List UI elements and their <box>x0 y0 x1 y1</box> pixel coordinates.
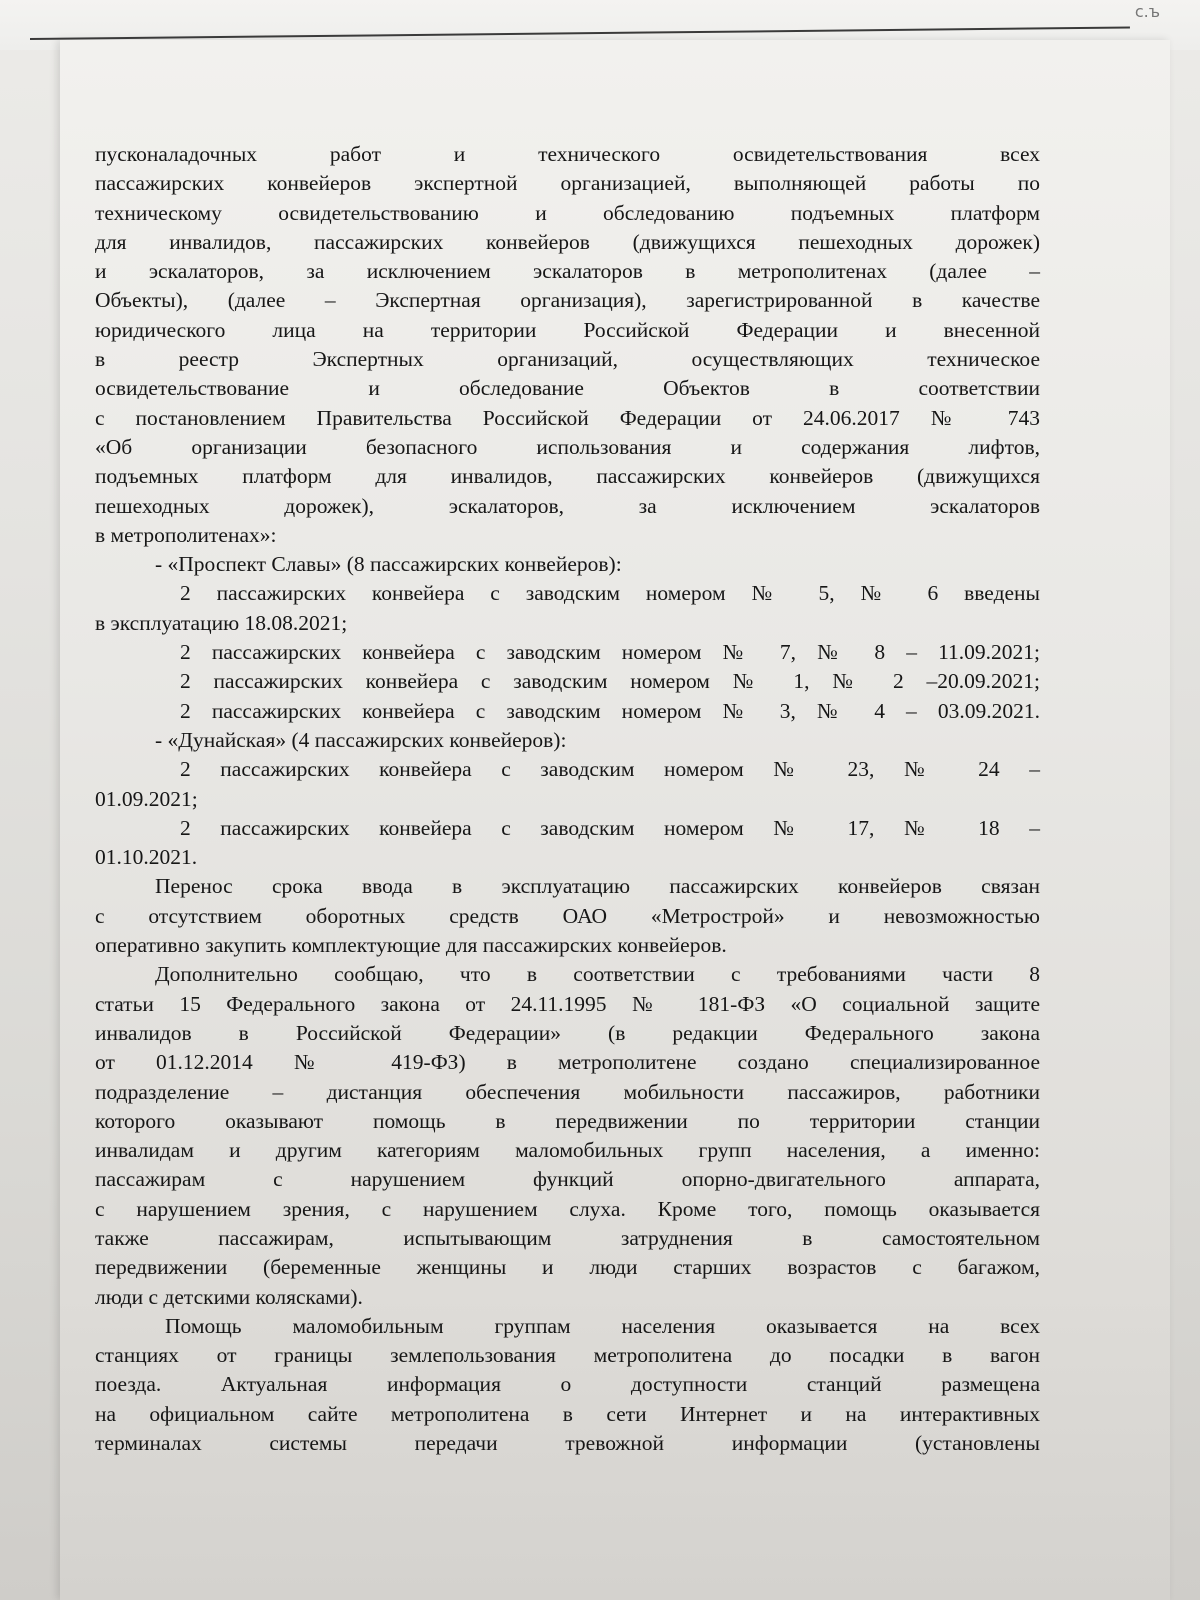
text-line: подразделение – дистанция обеспечения мобильности пассажиров, работники <box>95 1079 1040 1104</box>
text-line: 2 пассажирских конвейера с заводским номером № 17, № 18 – <box>180 815 1040 840</box>
text-line: в метрополитенах»: <box>95 522 277 547</box>
text-line: Объекты), (далее – Экспертная организация), зарегистрированной в качестве <box>95 288 1040 313</box>
corner-handwritten-mark: с.ъ <box>1134 2 1160 21</box>
text-line: подъемных платформ для инвалидов, пассажирских конвейеров (движущихся <box>95 464 1040 489</box>
text-line: юридического лица на территории Российской Федерации и внесенной <box>95 317 1040 342</box>
text-line: инвалидов в Российской Федерации» (в редакции Федерального закона <box>95 1020 1040 1045</box>
document-body <box>95 140 1040 1458</box>
text-line: 2 пассажирских конвейера с заводским номером № 23, № 24 – <box>180 757 1040 782</box>
text-line: оперативно закупить комплектующие для пассажирских конвейеров. <box>95 933 727 958</box>
text-line: - «Дунайская» (4 пассажирских конвейеров): <box>155 727 567 752</box>
text-line: пассажирам с нарушением функций опорно-двигательного аппарата, <box>95 1167 1040 1192</box>
text-line: в эксплуатацию 18.08.2021; <box>95 610 348 635</box>
text-line: с нарушением зрения, с нарушением слуха. Кроме того, помощь оказывается <box>95 1196 1040 1221</box>
text-line: Перенос срока ввода в эксплуатацию пассажирских конвейеров связан <box>155 874 1040 899</box>
text-line: 2 пассажирских конвейера с заводским номером № 1, № 2 –20.09.2021; <box>180 669 1040 694</box>
text-line: в реестр Экспертных организаций, осуществляющих техническое <box>95 347 1040 372</box>
text-line: люди с детскими колясками). <box>95 1284 363 1309</box>
text-line: на официальном сайте метрополитена в сети Интернет и на интерактивных <box>95 1401 1040 1426</box>
text-line: от 01.12.2014 № 419-ФЗ) в метрополитене создано специализированное <box>95 1050 1040 1075</box>
text-line: поезда. Актуальная информация о доступности станций размещена <box>95 1372 1040 1397</box>
text-line: инвалидам и другим категориям маломобильных групп населения, а именно: <box>95 1138 1040 1163</box>
text-line: статьи 15 Федерального закона от 24.11.1995 № 181-ФЗ «О социальной защите <box>95 991 1040 1016</box>
text-line: 2 пассажирских конвейера с заводским номером № 5, № 6 введены <box>180 581 1040 606</box>
text-line: которого оказывают помощь в передвижении по территории станции <box>95 1108 1040 1133</box>
text-line: пассажирских конвейеров экспертной организацией, выполняющей работы по <box>95 171 1040 196</box>
text-line: пусконаладочных работ и технического освидетельствования всех <box>95 142 1040 166</box>
text-line: с отсутствием оборотных средств ОАО «Метрострой» и невозможностью <box>95 903 1040 928</box>
text-line: с постановлением Правительства Российской Федерации от 24.06.2017 № 743 <box>95 405 1040 430</box>
text-line: 01.10.2021. <box>95 845 198 870</box>
text-line: техническому освидетельствованию и обследованию подъемных платформ <box>95 200 1040 225</box>
text-line: - «Проспект Славы» (8 пассажирских конвейеров): <box>155 552 622 577</box>
text-line: 2 пассажирских конвейера с заводским номером № 7, № 8 – 11.09.2021; <box>180 640 1040 665</box>
text-line: «Об организации безопасного использования и содержания лифтов, <box>95 434 1040 459</box>
text-line: Дополнительно сообщаю, что в соответствии с требованиями части 8 <box>155 962 1040 987</box>
text-line: 2 пассажирских конвейера с заводским номером № 3, № 4 – 03.09.2021. <box>180 698 1040 723</box>
text-line: терминалах системы передачи тревожной информации (установлены <box>95 1431 1040 1456</box>
text-line: 01.09.2021; <box>95 786 198 811</box>
text-line: и эскалаторов, за исключением эскалаторов в метрополитенах (далее – <box>95 259 1040 284</box>
text-line: освидетельствование и обследование Объектов в соответствии <box>95 376 1040 401</box>
text-line: пешеходных дорожек), эскалаторов, за исключением эскалаторов <box>95 493 1040 518</box>
text-line: станциях от границы землепользования метрополитена до посадки в вагон <box>95 1343 1040 1368</box>
text-line: передвижении (беременные женщины и люди старших возрастов с багажом, <box>95 1255 1040 1280</box>
text-line: Помощь маломобильным группам населения оказывается на всех <box>165 1313 1040 1338</box>
text-line: также пассажирам, испытывающим затруднения в самостоятельном <box>95 1225 1040 1250</box>
text-line: для инвалидов, пассажирских конвейеров (движущихся пешеходных дорожек) <box>95 229 1040 254</box>
